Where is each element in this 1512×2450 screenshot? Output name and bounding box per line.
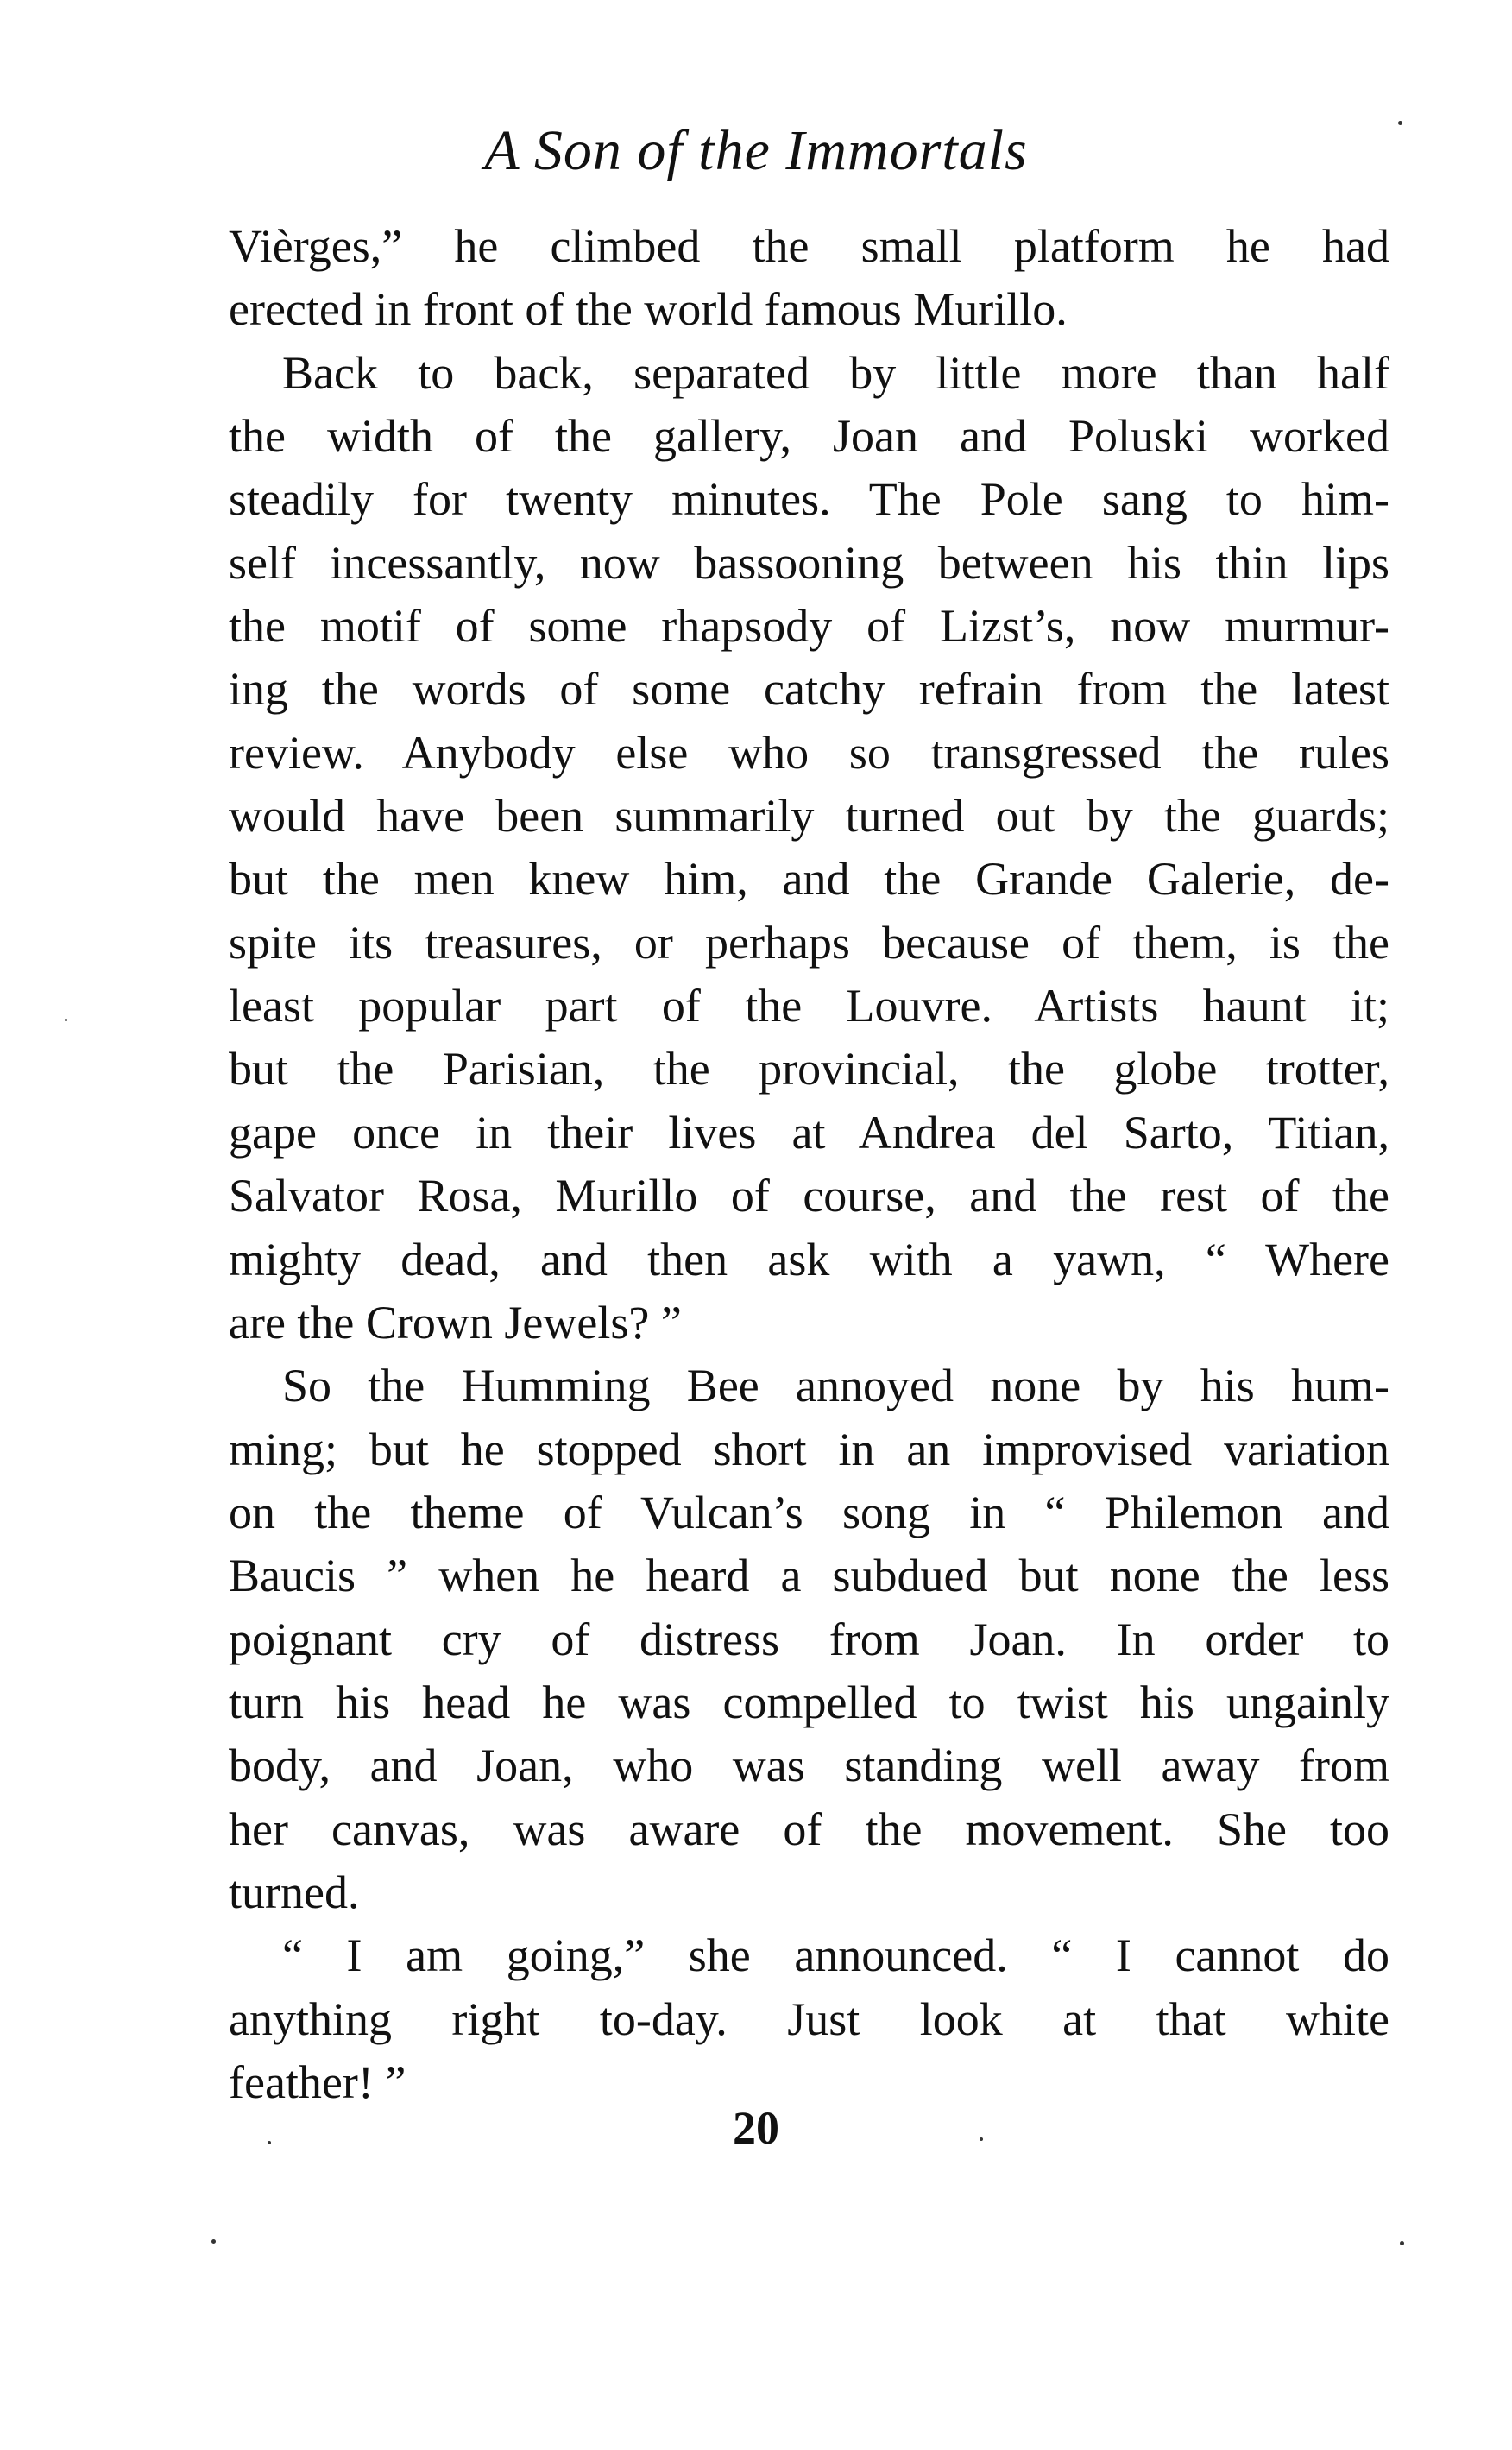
text-line: self incessantly, now bassooning between his thin lips [229, 536, 1389, 589]
scan-speck [268, 2141, 271, 2144]
text-line: poignant cry of distress from Joan. In order to [229, 1613, 1389, 1665]
text-line: Salvator Rosa, Murillo of course, and the rest of the [229, 1170, 1389, 1222]
text-line: but the Parisian, the provincial, the globe trotter, [229, 1043, 1389, 1096]
scan-speck [1400, 2241, 1404, 2245]
page-number: 20 [733, 2102, 779, 2154]
text-line: turned. [229, 1866, 360, 1918]
text-line: mighty dead, and then ask with a yawn, “ Where [229, 1233, 1389, 1285]
text-line: Back to back, separated by little more than half [282, 346, 1389, 399]
text-line: review. Anybody else who so transgressed the rules [229, 726, 1389, 779]
text-line: So the Humming Bee annoyed none by his hum- [282, 1360, 1389, 1412]
text-line: are the Crown Jewels? ” [229, 1296, 682, 1348]
text-line: erected in front of the world famous Murillo. [229, 283, 1068, 336]
text-line: but the men knew him, and the Grande Galerie, de- [229, 853, 1389, 906]
text-line: steadily for twenty minutes. The Pole sang to him- [229, 473, 1389, 526]
text-line: gape once in their lives at Andrea del Sarto, Titian, [229, 1106, 1389, 1159]
scan-speck [211, 2239, 216, 2244]
text-line: body, and Joan, who was standing well away from [229, 1740, 1389, 1792]
text-line: spite its treasures, or perhaps because of them, is the [229, 916, 1389, 969]
text-line: Vièrges,” he climbed the small platform he had [229, 220, 1389, 272]
running-head: A Son of the Immortals [484, 119, 1028, 182]
text-line: would have been summarily turned out by the guards; [229, 790, 1389, 843]
scan-speck [65, 1019, 67, 1021]
text-line: her canvas, was aware of the movement. She too [229, 1803, 1389, 1855]
text-line: the width of the gallery, Joan and Poluski worked [229, 410, 1389, 463]
text-line: least popular part of the Louvre. Artists haunt it; [229, 980, 1389, 1032]
text-line: ming; but he stopped short in an improvised variation [229, 1423, 1389, 1475]
text-line: “ I am going,” she announced. “ I cannot do [282, 1929, 1389, 1982]
scan-speck [1398, 121, 1402, 125]
text-line: the motif of some rhapsody of Lizst’s, now murmur- [229, 600, 1389, 653]
text-line: Baucis ” when he heard a subdued but none the less [229, 1550, 1389, 1602]
scan-speck [980, 2137, 983, 2141]
text-line: feather! ” [229, 2055, 406, 2108]
text-line: anything right to-day. Just look at that white [229, 1992, 1389, 2045]
text-line: on the theme of Vulcan’s song in “ Philemon and [229, 1486, 1389, 1538]
body-text [229, 215, 1389, 2114]
text-line: turn his head he was compelled to twist his ungainly [229, 1676, 1389, 1728]
text-line: ing the words of some catchy refrain from the latest [229, 663, 1389, 716]
